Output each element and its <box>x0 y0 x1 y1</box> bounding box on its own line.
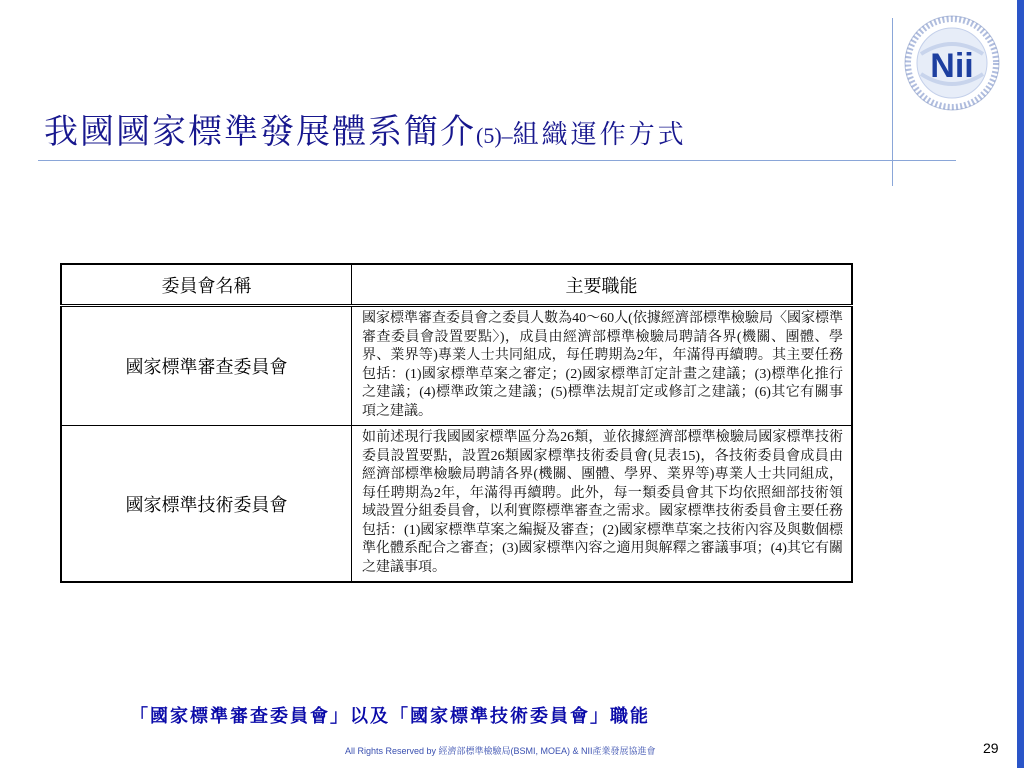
committee-table <box>60 263 853 583</box>
accent-bar <box>1017 0 1024 768</box>
title-main: 我國國家標準發展體系簡介 <box>44 112 476 152</box>
logo-text: Nii <box>930 47 974 85</box>
table-row <box>61 426 852 583</box>
committee-description: 如前述現行我國國家標準區分為26類，並依據經濟部標準檢驗局國家標準技術委員設置要點，設置26類國家標準技術委員會(見表15)，各技術委員會成員由經濟部標準檢驗局聘請各界(機關、團體、學界、業界等)專業人士共同組成，每任聘期為2年，年滿得再續聘。此外，每一類委員會其下均依照細部技術領域設置分組委員會，以利實際標準審查之需求。國家標準技術委員會主要任務包括：(1)國家標準草案之編擬及審查；(2)國家標準草案之技術內容及與數個標準化體系配合之審查；(3)國家標準內容之適用與解釋之審議事項；(4)其它有關之建議事項。 <box>352 426 853 583</box>
copyright-footer: All Rights Reserved by 經濟部標準檢驗局(BSMI, MOEA) & NII產業發展協進會 <box>345 746 656 756</box>
header-committee-name: 委員會名稱 <box>61 264 352 306</box>
committee-name: 國家標準技術委員會 <box>61 426 352 583</box>
nii-logo-icon <box>903 14 1001 112</box>
committee-name: 國家標準審查委員會 <box>61 306 352 426</box>
committee-description: 國家標準審查委員會之委員人數為40～60人(依據經濟部標準檢驗局〈國家標準審查委員會設置要點〉)，成員由經濟部標準檢驗局聘請各界(機關、團體、學界、業界等)專業人士共同組成，每任聘期為2年，年滿得再續聘。其主要任務包括：(1)國家標準草案之審定；(2)國家標準訂定計畫之建議；(3)標準化推行之建議；(4)標準政策之建議；(5)標準法規訂定或修訂之建議；(6)其它有關事項之建議。 <box>352 306 853 426</box>
page-number: 29 <box>983 740 999 756</box>
table-header-row <box>61 264 852 306</box>
header-main-function: 主要職能 <box>352 264 853 306</box>
title-number: (5)– <box>476 123 513 148</box>
table-caption: 「國家標準審查委員會」以及「國家標準技術委員會」職能 <box>130 706 650 727</box>
title-underline <box>38 160 956 161</box>
title-sub: 組織運作方式 <box>512 120 687 150</box>
table-row <box>61 306 852 426</box>
page-title <box>44 104 687 153</box>
